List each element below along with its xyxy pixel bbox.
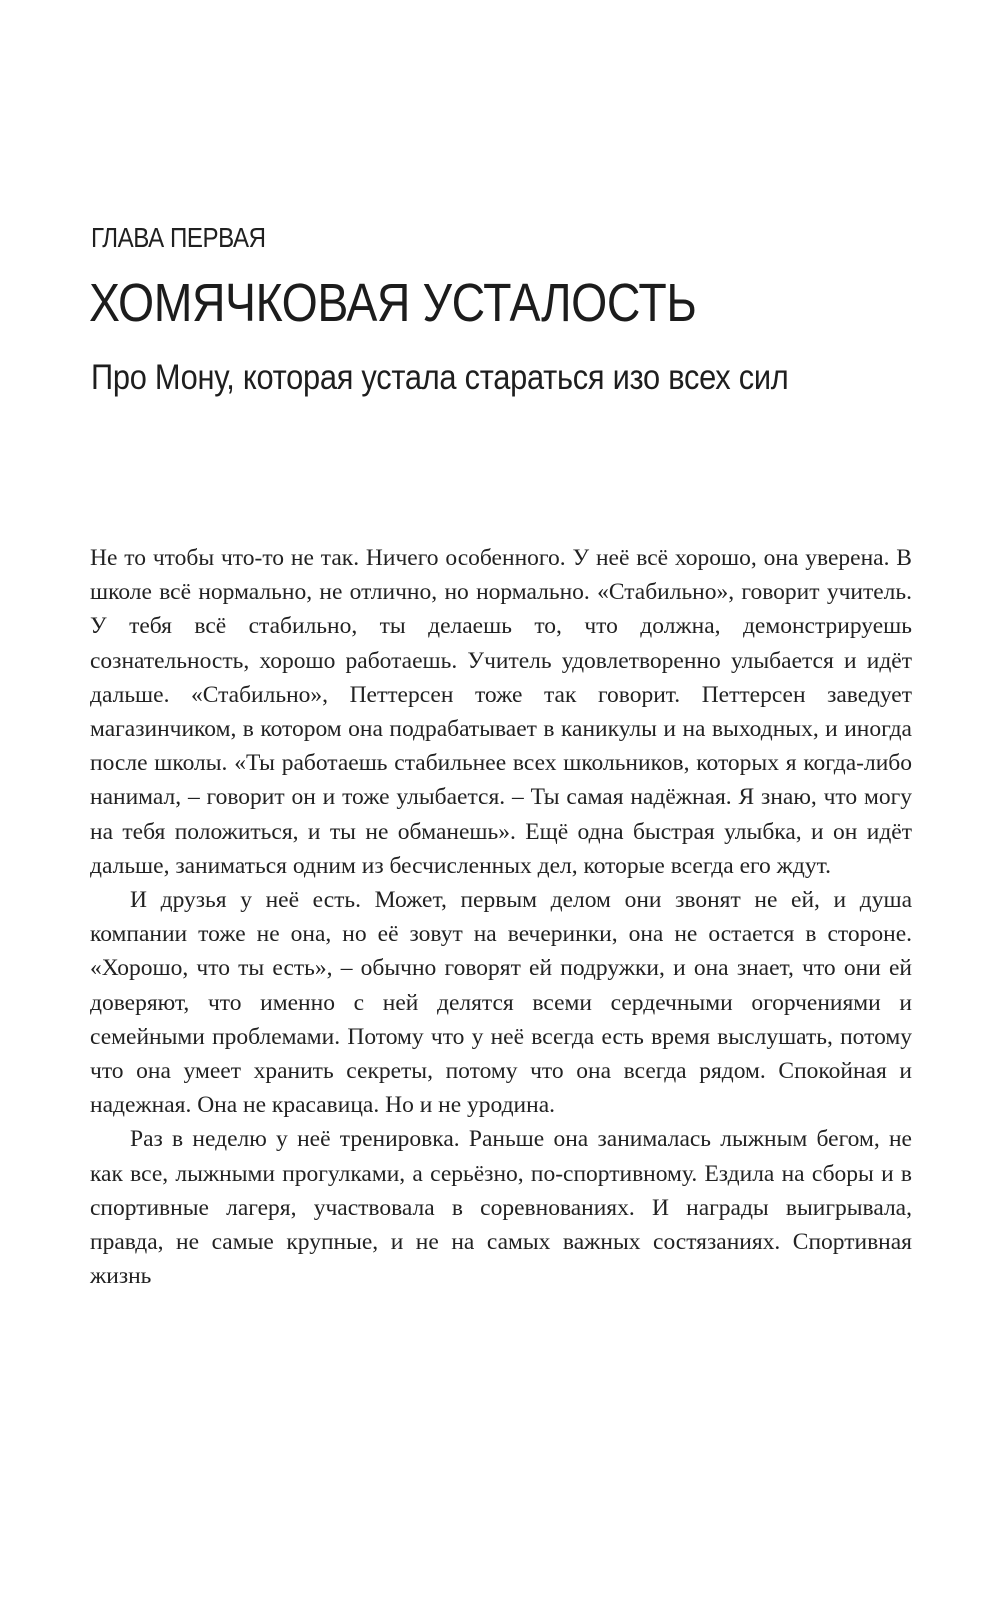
chapter-subtitle: Про Мону, которая устала стараться изо всех сил <box>91 358 789 397</box>
paragraph-2: И друзья у неё есть. Может, первым делом они звонят не ей, и душа компании тоже не она, но её зовут на вечеринки, она не остается в стороне. «Хорошо, что ты есть», – обычно говорят ей подружки, и она знает, что они ей доверяют, что именно с ней делятся всеми сердечными огорчениями и семейными проблемами. Потому что у неё всегда есть время выслушать, потому что она умеет хранить секреты, потому что она всегда рядом. Спокойная и надежная. Она не красавица. Но и не уродина. <box>90 887 912 1119</box>
paragraph-1: Не то чтобы что-то не так. Ничего особенного. У неё всё хорошо, она уверена. В школе всё нормально, не отлично, но нормально. «Стабильно», говорит учитель. У тебя всё стабильно, ты делаешь то, что должна, демонстрируешь сознательность, хорошо работаешь. Учитель удовлетворенно улыбается и идёт дальше. «Стабильно», Петтерсен тоже так говорит. Петтерсен заведует магазинчиком, в котором она подрабатывает в каникулы и на выходных, и иногда после школы. «Ты работаешь стабильнее всех школьников, которых я когда-либо нанимал, – говорит он и тоже улыбается. – Ты самая надёжная. Я знаю, что могу на тебя положиться, и ты не обманешь». Ещё одна быстрая улыбка, и он идёт дальше, заниматься одним из бесчисленных дел, которые всегда его ждут. <box>90 545 912 879</box>
chapter-title: ХОМЯЧКОВАЯ УСТАЛОСТЬ <box>89 273 697 333</box>
paragraph-3: Раз в неделю у неё тренировка. Раньше она занималась лыжным бегом, не как все, лыжными прогулками, а серьёзно, по-спортивному. Ездила на сборы и в спортивные лагеря, участвовала в соревнованиях. И награды выигрывала, правда, не самые крупные, и не на самых важных состязаниях. Спортивная жизнь <box>90 1126 912 1290</box>
body-text <box>90 541 912 1293</box>
chapter-label: ГЛАВА ПЕРВАЯ <box>91 222 266 253</box>
